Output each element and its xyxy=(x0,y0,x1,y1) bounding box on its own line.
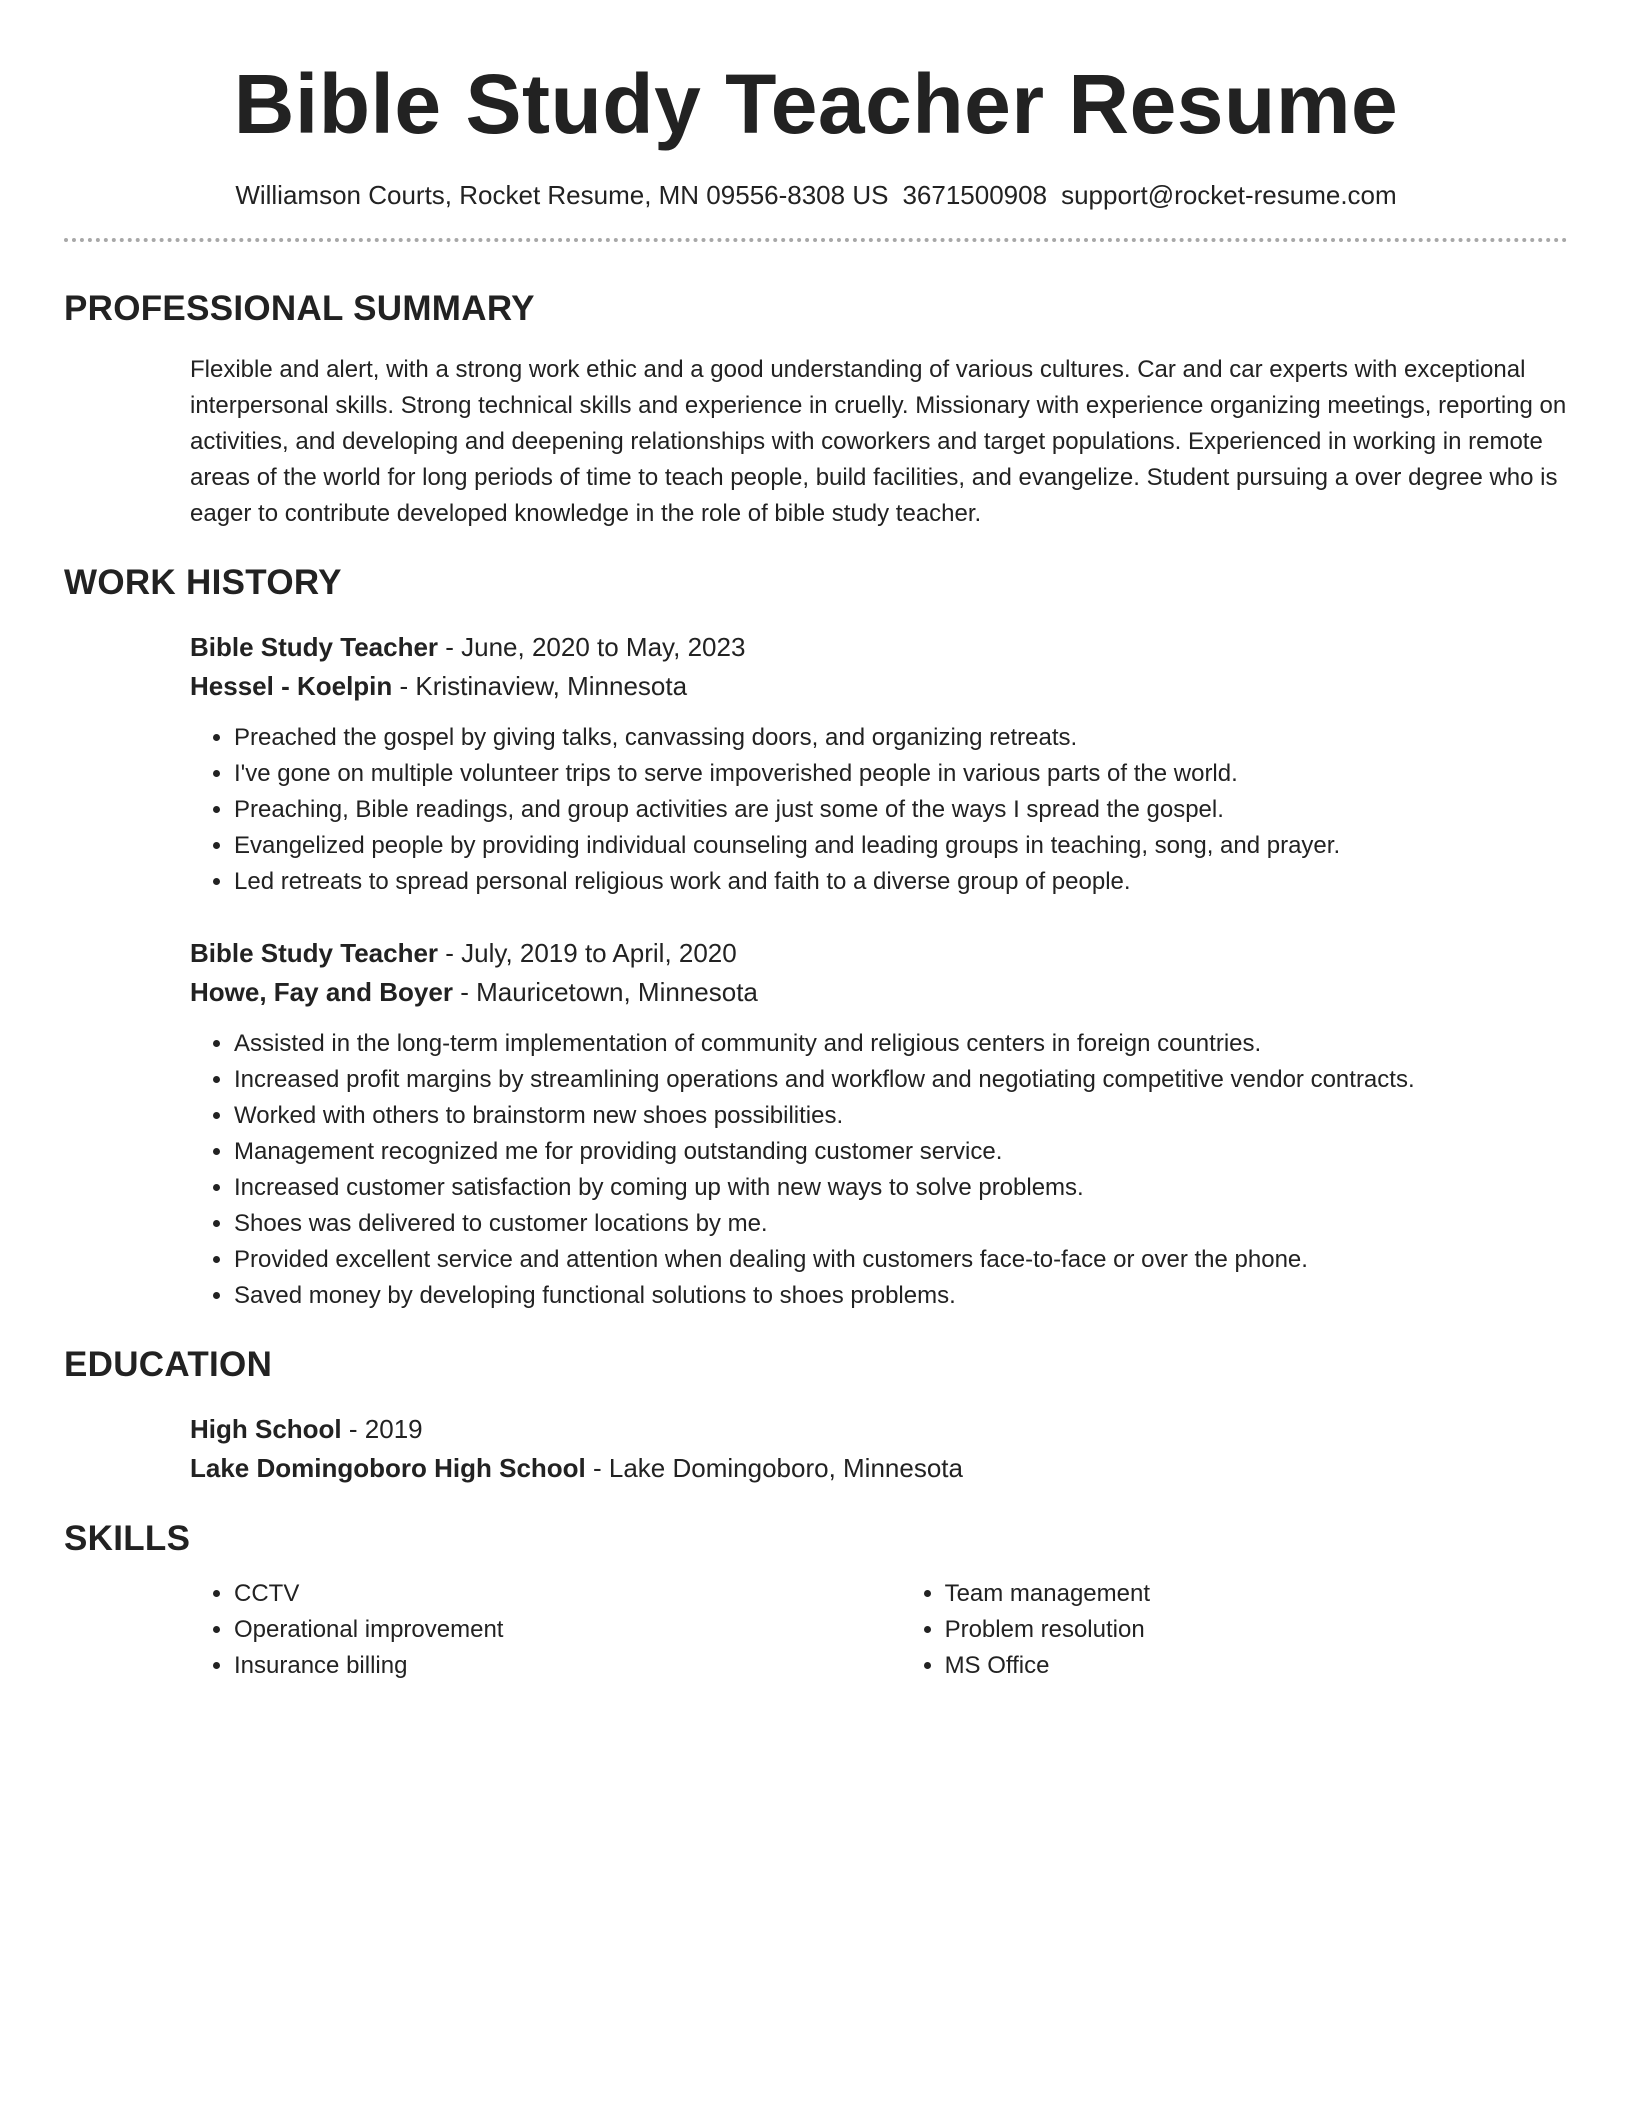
list-item: • Worked with others to brainstorm new shoes possibilities. xyxy=(234,1098,1568,1134)
skills-column-left xyxy=(190,1576,901,1684)
section-skills xyxy=(64,1518,1568,1684)
job-company: Howe, Fay and Boyer xyxy=(190,977,453,1007)
job-company-line xyxy=(190,973,1568,1012)
job-dates: - June, 2020 to May, 2023 xyxy=(438,632,746,662)
list-item: • Increased customer satisfaction by coming up with new ways to solve problems. xyxy=(234,1170,1568,1206)
education-entry xyxy=(190,1410,1568,1488)
skill-item: • Insurance billing xyxy=(234,1648,901,1684)
section-heading: EDUCATION xyxy=(64,1345,273,1384)
section-professional-summary xyxy=(64,288,1568,532)
skill-item: • Team management xyxy=(945,1576,1568,1612)
section-heading: WORK HISTORY xyxy=(64,563,342,602)
education-school: Lake Domingoboro High School xyxy=(190,1453,586,1483)
job-company-line xyxy=(190,667,1568,706)
list-item: • Led retreats to spread personal religious work and faith to a diverse group of people. xyxy=(234,864,1568,900)
resume-page xyxy=(64,0,1568,1684)
list-item: • I've gone on multiple volunteer trips to serve impoverished people in various parts of the world. xyxy=(234,756,1568,792)
skill-item: • Operational improvement xyxy=(234,1612,901,1648)
job-bullets xyxy=(190,1026,1568,1314)
skill-item: • Problem resolution xyxy=(945,1612,1568,1648)
job-entry xyxy=(190,934,1568,1314)
section-heading: SKILLS xyxy=(64,1519,191,1558)
contact-address: Williamson Courts, Rocket Resume, MN 09556-8308 US xyxy=(235,180,889,210)
job-entry xyxy=(190,628,1568,900)
list-item: • Provided excellent service and attention when dealing with customers face-to-face or over the phone. xyxy=(234,1242,1568,1278)
list-item: • Evangelized people by providing individual counseling and leading groups in teaching, song, and prayer. xyxy=(234,828,1568,864)
list-item: • Assisted in the long-term implementation of community and religious centers in foreign countries. xyxy=(234,1026,1568,1062)
job-title-line xyxy=(190,628,1568,667)
skill-item: • CCTV xyxy=(234,1576,901,1612)
job-bullets xyxy=(190,720,1568,900)
list-item: • Preaching, Bible readings, and group activities are just some of the ways I spread the gospel. xyxy=(234,792,1568,828)
job-title-line xyxy=(190,934,1568,973)
section-work-history xyxy=(64,562,1568,1314)
header-divider xyxy=(64,238,1568,242)
job-title: Bible Study Teacher xyxy=(190,632,439,662)
skills-grid xyxy=(190,1576,1568,1684)
page-title: Bible Study Teacher Resume xyxy=(233,57,1399,151)
contact-email: support@rocket-resume.com xyxy=(1061,180,1397,210)
section-heading: PROFESSIONAL SUMMARY xyxy=(64,289,535,328)
job-title: Bible Study Teacher xyxy=(190,938,439,968)
education-year: - 2019 xyxy=(341,1414,423,1444)
summary-text: Flexible and alert, with a strong work ethic and a good understanding of various cultures. Car and car experts with exceptional interpersonal skills. Strong technical skills and experience in cruelly. Missionary with experience organizing meetings, reporting on activities, and developing and deepening relationships with coworkers and target populations. Experienced in working in remote areas of the world for long periods of time to teach people, build facilities, and evangelize. Student pursuing a over degree who is eager to contribute developed knowledge in the role of bible study teacher. xyxy=(190,356,1567,527)
education-degree-line xyxy=(190,1410,1568,1449)
job-location: - Kristinaview, Minnesota xyxy=(392,671,688,701)
list-item: • Management recognized me for providing outstanding customer service. xyxy=(234,1134,1568,1170)
education-location: - Lake Domingoboro, Minnesota xyxy=(585,1453,963,1483)
list-item: • Saved money by developing functional solutions to shoes problems. xyxy=(234,1278,1568,1314)
education-school-line xyxy=(190,1449,1568,1488)
job-company: Hessel - Koelpin xyxy=(190,671,393,701)
contact-phone: 3671500908 xyxy=(902,180,1048,210)
skills-column-right xyxy=(901,1576,1568,1684)
job-location: - Mauricetown, Minnesota xyxy=(452,977,758,1007)
list-item: • Preached the gospel by giving talks, canvassing doors, and organizing retreats. xyxy=(234,720,1568,756)
list-item: • Increased profit margins by streamlining operations and workflow and negotiating competitive vendor contracts. xyxy=(234,1062,1568,1098)
skill-item: • MS Office xyxy=(945,1648,1568,1684)
list-item: • Shoes was delivered to customer locations by me. xyxy=(234,1206,1568,1242)
contact-info xyxy=(64,178,1568,212)
section-education xyxy=(64,1344,1568,1488)
job-dates: - July, 2019 to April, 2020 xyxy=(438,938,737,968)
education-degree: High School xyxy=(190,1414,342,1444)
